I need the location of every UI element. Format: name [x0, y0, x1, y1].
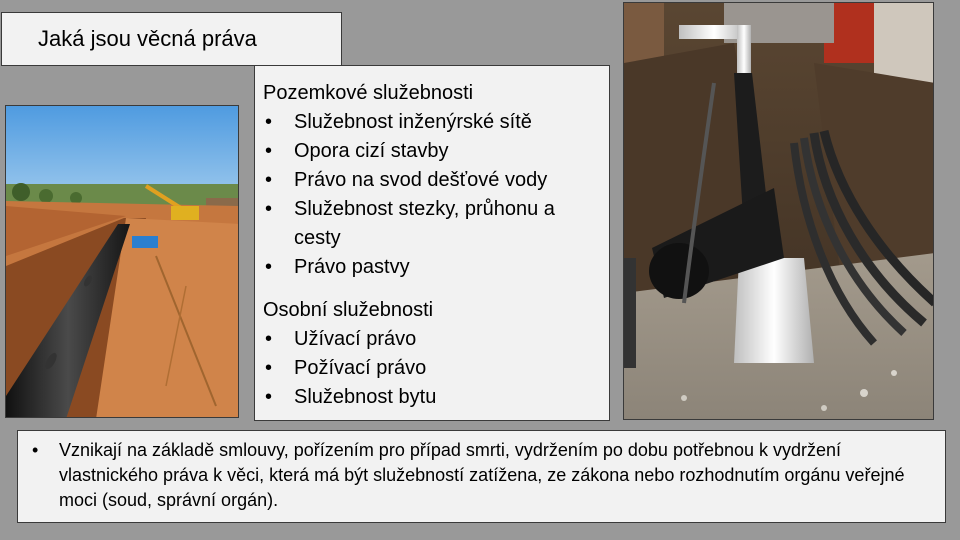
note-text: • Vznikají na základě smlouvy, pořízením pro případ smrti, vydržením po dobu potřebnou k vydržení vlastnického práva k věci, která má být služebností zatížena, ze zákona nebo rozhodnutím orgánu veřejné moci (soud, správní orgán). — [28, 438, 935, 513]
section-heading: Osobní služebnosti — [263, 299, 434, 321]
list-item: • Služebnost inženýrské sítě — [263, 108, 601, 137]
title-box — [1, 12, 342, 66]
slide-title: Jaká jsou věcná práva — [38, 26, 257, 51]
list-item: • Užívací právo — [263, 325, 601, 354]
pipeline-trench-photo — [5, 105, 239, 418]
personal-servitudes-list — [263, 325, 601, 412]
list-item: • Opora cizí stavby — [263, 137, 601, 166]
list-item: • Požívací právo — [263, 354, 601, 383]
list-item: • Právo pastvy — [263, 253, 601, 282]
utility-trench-illustration — [624, 3, 934, 420]
list-item: • Právo na svod dešťové vody — [263, 166, 601, 195]
section-heading: Pozemkové služebnosti — [263, 82, 474, 104]
list-item: • Služebnost stezky, průhonu a cesty — [263, 195, 601, 253]
origin-note-box — [17, 430, 946, 523]
list-item: • Služebnost bytu — [263, 383, 601, 412]
servitudes-list-box — [254, 65, 610, 421]
utility-trench-photo — [623, 2, 934, 420]
land-servitudes-list — [263, 108, 601, 282]
pipeline-trench-illustration — [6, 106, 239, 418]
